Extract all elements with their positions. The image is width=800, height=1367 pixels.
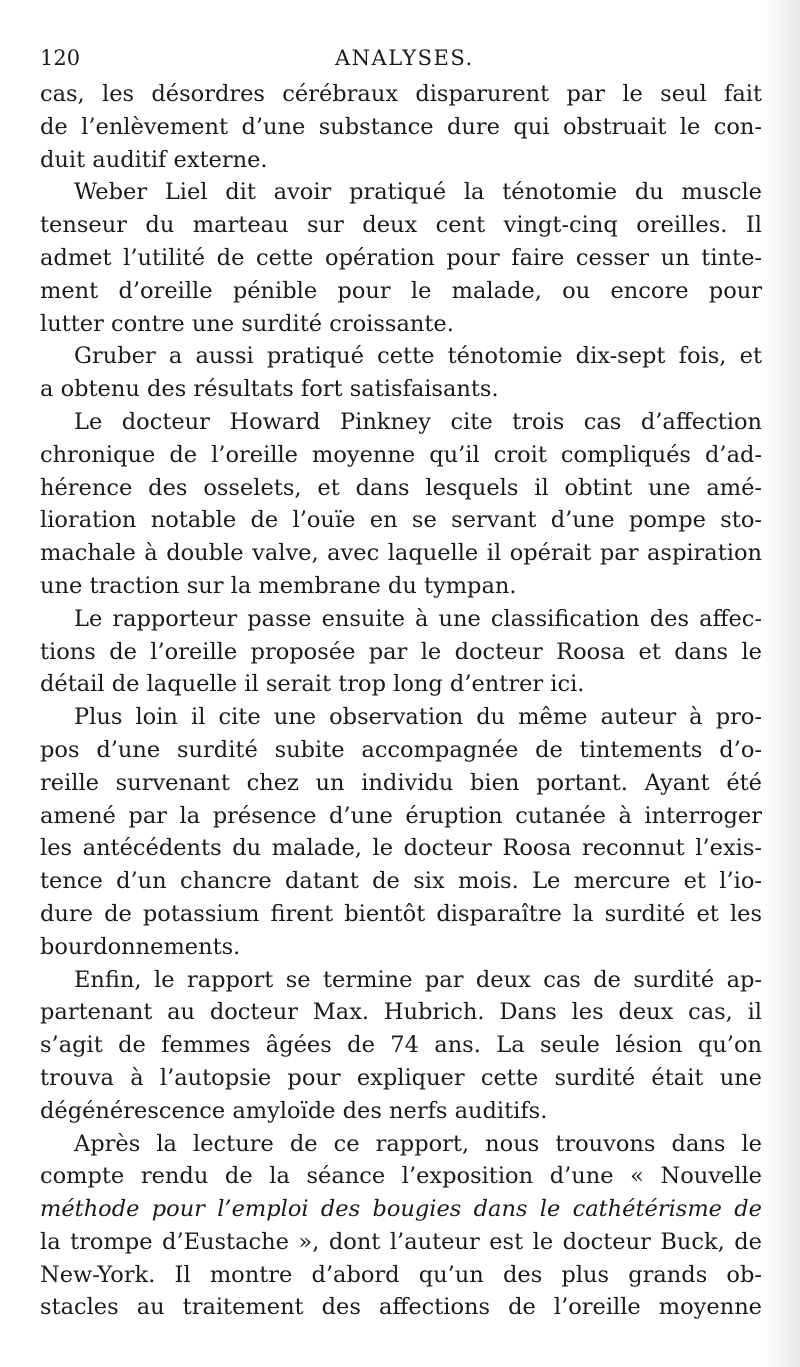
text-line: de l’enlèvement d’une substance dure qui obstruait le con- — [40, 113, 762, 140]
text-line: machale à double valve, avec laquelle il opérait par aspiration — [40, 540, 762, 567]
page-header — [40, 42, 760, 74]
text-line: s’agit de femmes âgées de 74 ans. La seule lésion qu’on — [40, 1032, 762, 1059]
text-line: dégénérescence amyloïde des nerfs auditifs. — [40, 1097, 548, 1124]
text-line: a obtenu des résultats fort satisfaisants. — [40, 376, 499, 403]
text-line: tenseur du marteau sur deux cent vingt-cinq oreilles. Il — [40, 212, 762, 239]
paragraph-start-line: Enfin, le rapport se termine par deux cas de surdité ap- — [74, 966, 762, 993]
paragraph-start-line: Après la lecture de ce rapport, nous trouvons dans le — [74, 1130, 762, 1157]
paragraph-start-line: Weber Liel dit avoir pratiqué la ténotomie du muscle — [74, 179, 762, 206]
text-line: tence d’un chancre datant de six mois. Le mercure et l’io- — [40, 868, 762, 895]
paragraph-start-line: Le docteur Howard Pinkney cite trois cas d’affection — [74, 408, 762, 435]
page-number: 120 — [40, 46, 81, 70]
text-line: amené par la présence d’une éruption cutanée à interroger — [40, 802, 762, 829]
text-line: les antécédents du malade, le docteur Roosa reconnut l’exis- — [40, 835, 762, 862]
text-line: compte rendu de la séance l’exposition d’une « Nouvelle — [40, 1163, 762, 1190]
text-line: la trompe d’Eustache », dont l’auteur est le docteur Buck, de — [40, 1228, 762, 1255]
text-line: lioration notable de l’ouïe en se servant d’une pompe sto- — [40, 507, 762, 534]
text-line: reille survenant chez un individu bien portant. Ayant été — [40, 769, 762, 796]
text-line: cas, les désordres cérébraux disparurent par le seul fait — [40, 81, 762, 107]
text-line: partenant au docteur Max. Hubrich. Dans les deux cas, il — [40, 999, 762, 1026]
text-line: une traction sur la membrane du tympan. — [40, 572, 517, 599]
text-line: pos d’une surdité subite accompagnée de tintements d’o- — [40, 736, 762, 763]
paragraph-start-line: Plus loin il cite une observation du même auteur à pro- — [74, 704, 762, 731]
text-line: hérence des osselets, et dans lesquels il obtint une amé- — [40, 474, 762, 501]
text-line: détail de laquelle il serait trop long d’entrer ici. — [40, 671, 585, 698]
text-line: duit auditif externe. — [40, 146, 268, 173]
running-title: ANALYSES. — [335, 46, 474, 70]
text-line: lutter contre une surdité croissante. — [40, 310, 454, 337]
text-line: New-York. Il montre d’abord qu’un des plus grands ob- — [40, 1261, 762, 1288]
text-line: trouva à l’autopsie pour expliquer cette surdité était une — [40, 1064, 762, 1091]
paragraph-start-line: Gruber a aussi pratiqué cette ténotomie dix-sept fois, et — [74, 343, 762, 370]
body-text — [40, 78, 762, 1324]
text-line: chronique de l’oreille moyenne qu’il croit compliqués d’ad- — [40, 441, 762, 468]
text-line: admet l’utilité de cette opération pour faire cesser un tinte- — [40, 244, 762, 271]
italic-title-line: méthode pour l’emploi des bougies dans le cathétérisme de — [40, 1196, 762, 1223]
paragraph-start-line: Le rapporteur passe ensuite à une classification des affec- — [74, 605, 762, 632]
text-line: dure de potassium firent bientôt disparaître la surdité et les — [40, 900, 762, 927]
page-edge-shadow — [764, 0, 800, 1367]
text-line: tions de l’oreille proposée par le docteur Roosa et dans le — [40, 638, 762, 665]
text-line: ment d’oreille pénible pour le malade, ou encore pour — [40, 277, 762, 304]
text-line: stacles au traitement des affections de l’oreille moyenne — [40, 1294, 762, 1321]
text-line: bourdonnements. — [40, 933, 241, 960]
